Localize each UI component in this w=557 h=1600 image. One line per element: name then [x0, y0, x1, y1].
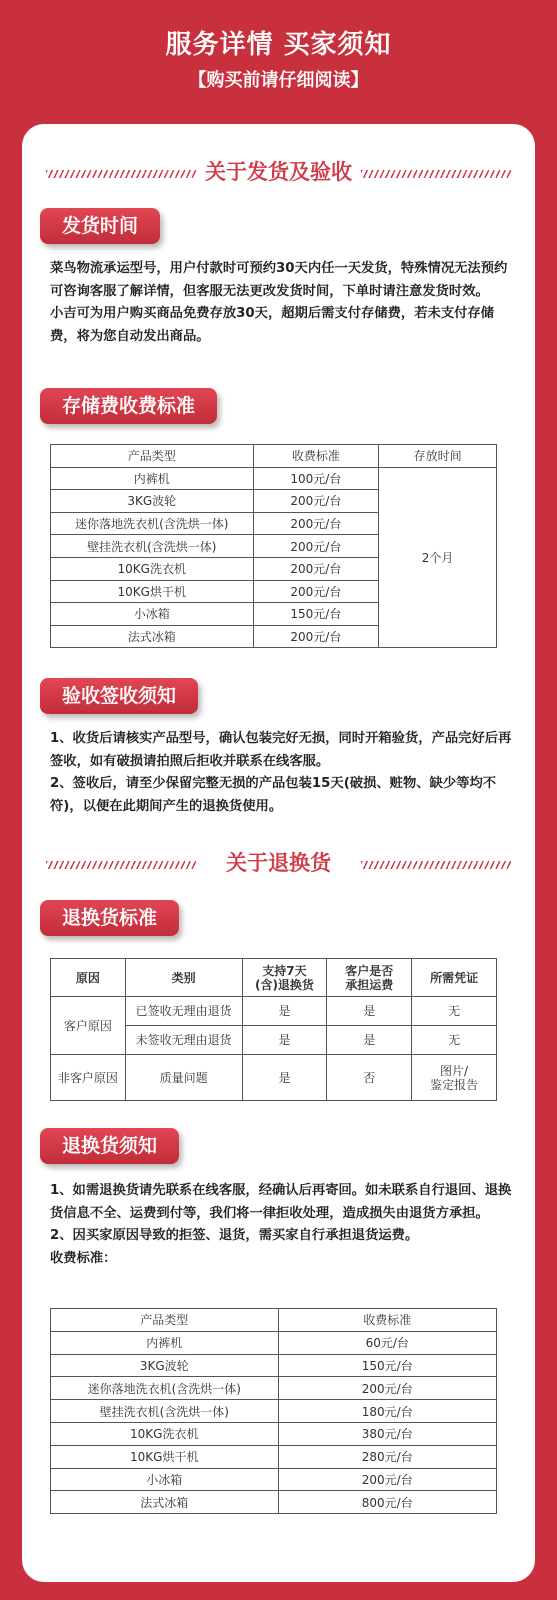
product-type-cell: 壁挂洗衣机(含洗烘一体) [51, 1400, 279, 1423]
product-type-cell: 小冰箱 [51, 1468, 279, 1491]
table-header-cell: 客户是否 承担运费 [327, 959, 412, 997]
reason-cell: 非客户原因 [51, 1055, 126, 1101]
category-cell: 未签收无理由退货 [125, 1026, 242, 1055]
tag-storage-fee: 存储费收费标准 [40, 388, 217, 424]
freight-cell: 是 [327, 997, 412, 1026]
table-header-cell: 收费标准 [253, 445, 379, 468]
product-type-cell: 迷你落地洗衣机(含洗烘一体) [51, 1377, 279, 1400]
fee-cell: 150元/台 [278, 1354, 497, 1377]
fee-cell: 800元/台 [278, 1491, 497, 1514]
return-standard-table [50, 958, 497, 1101]
table-row [51, 1331, 497, 1354]
product-type-cell: 10KG烘干机 [51, 1445, 279, 1468]
product-type-cell: 3KG波轮 [51, 1354, 279, 1377]
return-notice-text: 1、如需退换货请先联系在线客服，经确认后再寄回。如未联系自行退回、退换货信息不全、运费到付等，我们将一律拒收处理，造成损失由退货方承担。 2、因买家原因导致的拒签、退货，需买家自行承担退货运费。 收费标准： [50, 1183, 512, 1266]
reason-cell: 客户原因 [51, 997, 126, 1055]
category-cell: 质量问题 [125, 1055, 242, 1101]
section-heading-text: 关于发货及验收 [205, 160, 352, 184]
table-header-cell: 类别 [125, 959, 242, 997]
table-row [51, 467, 497, 490]
proof-cell: 无 [412, 1026, 497, 1055]
fee-cell: 200元/台 [253, 535, 379, 558]
fee-cell: 200元/台 [253, 490, 379, 513]
table-row [51, 1491, 497, 1514]
proof-cell: 图片/ 鉴定报告 [412, 1055, 497, 1101]
product-type-cell: 法式冰箱 [51, 1491, 279, 1514]
product-type-cell: 内裤机 [51, 1331, 279, 1354]
stripe-decoration [361, 170, 511, 178]
storage-fee-table [50, 444, 497, 648]
freight-cell: 是 [327, 1026, 412, 1055]
product-type-cell: 迷你落地洗衣机(含洗烘一体) [51, 512, 254, 535]
fee-cell: 180元/台 [278, 1400, 497, 1423]
acceptance-text: 1、收货后请核实产品型号，确认包装完好无损，同时开箱验货，产品完好后再签收，如有破损请拍照后拒收并联系在线客服。 2、签收后，请至少保留完整无损的产品包装15天(破损、赃物、缺少等均不符)，以便在此期间产生的退换货使用。 [50, 731, 512, 814]
freight-cell: 否 [327, 1055, 412, 1101]
fee-cell: 150元/台 [253, 603, 379, 626]
fee-cell: 200元/台 [253, 625, 379, 648]
product-type-cell: 法式冰箱 [51, 625, 254, 648]
fee-cell: 200元/台 [253, 557, 379, 580]
product-type-cell: 10KG洗衣机 [51, 1422, 279, 1445]
table-row [51, 1055, 497, 1101]
fee-cell: 200元/台 [253, 580, 379, 603]
fee-cell: 100元/台 [253, 467, 379, 490]
table-row [51, 1422, 497, 1445]
product-type-cell: 10KG洗衣机 [51, 557, 254, 580]
product-type-cell: 壁挂洗衣机(含洗烘一体) [51, 535, 254, 558]
product-type-cell: 3KG波轮 [51, 490, 254, 513]
storage-period-cell: 2个月 [379, 467, 497, 648]
table-header-cell: 收费标准 [278, 1309, 497, 1332]
table-header-cell: 原因 [51, 959, 126, 997]
fee-cell: 280元/台 [278, 1445, 497, 1468]
table-row [51, 1445, 497, 1468]
fee-cell: 380元/台 [278, 1422, 497, 1445]
table-header-cell: 存放时间 [379, 445, 497, 468]
content-card [22, 124, 535, 1582]
support-cell: 是 [242, 1055, 327, 1101]
proof-cell: 无 [412, 997, 497, 1026]
shipping-time-text: 菜鸟物流承运型号，用户付款时可预约30天内任一天发货，特殊情况无法预约可咨询客服了解详情，但客服无法更改发货时间，下单时请注意发货时效。 小吉可为用户购买商品免费存放30天，超期后需支付存储费，若未支付存储费，将为您自动发出商品。 [50, 261, 508, 344]
table-row [51, 1468, 497, 1491]
support-cell: 是 [242, 997, 327, 1026]
table-header-cell: 产品类型 [51, 445, 254, 468]
fee-cell: 200元/台 [278, 1468, 497, 1491]
table-header-row [51, 445, 497, 468]
tag-shipping-time: 发货时间 [40, 208, 160, 244]
support-cell: 是 [242, 1026, 327, 1055]
section-heading-text: 关于退换货 [226, 851, 331, 875]
stripe-decoration [361, 861, 511, 869]
tag-return-standard: 退换货标准 [40, 900, 179, 936]
fee-cell: 60元/台 [278, 1331, 497, 1354]
table-header-cell: 所需凭证 [412, 959, 497, 997]
fee-cell: 200元/台 [253, 512, 379, 535]
category-cell: 已签收无理由退货 [125, 997, 242, 1026]
product-type-cell: 内裤机 [51, 467, 254, 490]
tag-return-notice: 退换货须知 [40, 1128, 179, 1164]
fee-cell: 200元/台 [278, 1377, 497, 1400]
product-type-cell: 小冰箱 [51, 603, 254, 626]
section-heading-shipping [22, 152, 535, 192]
table-row [51, 1354, 497, 1377]
table-header-cell: 支持7天 (含)退换货 [242, 959, 327, 997]
table-header-row [51, 959, 497, 997]
return-fee-table [50, 1308, 497, 1514]
page-subtitle: 【购买前请仔细阅读】 [188, 70, 369, 91]
table-row [51, 1377, 497, 1400]
tag-acceptance: 验收签收须知 [40, 678, 198, 714]
table-header-cell: 产品类型 [51, 1309, 279, 1332]
table-row [51, 1400, 497, 1423]
product-type-cell: 10KG烘干机 [51, 580, 254, 603]
page-header [0, 0, 557, 124]
table-header-row [51, 1309, 497, 1332]
section-heading-returns [22, 843, 535, 883]
table-row [51, 997, 497, 1026]
page-title: 服务详情 买家须知 [165, 30, 392, 60]
